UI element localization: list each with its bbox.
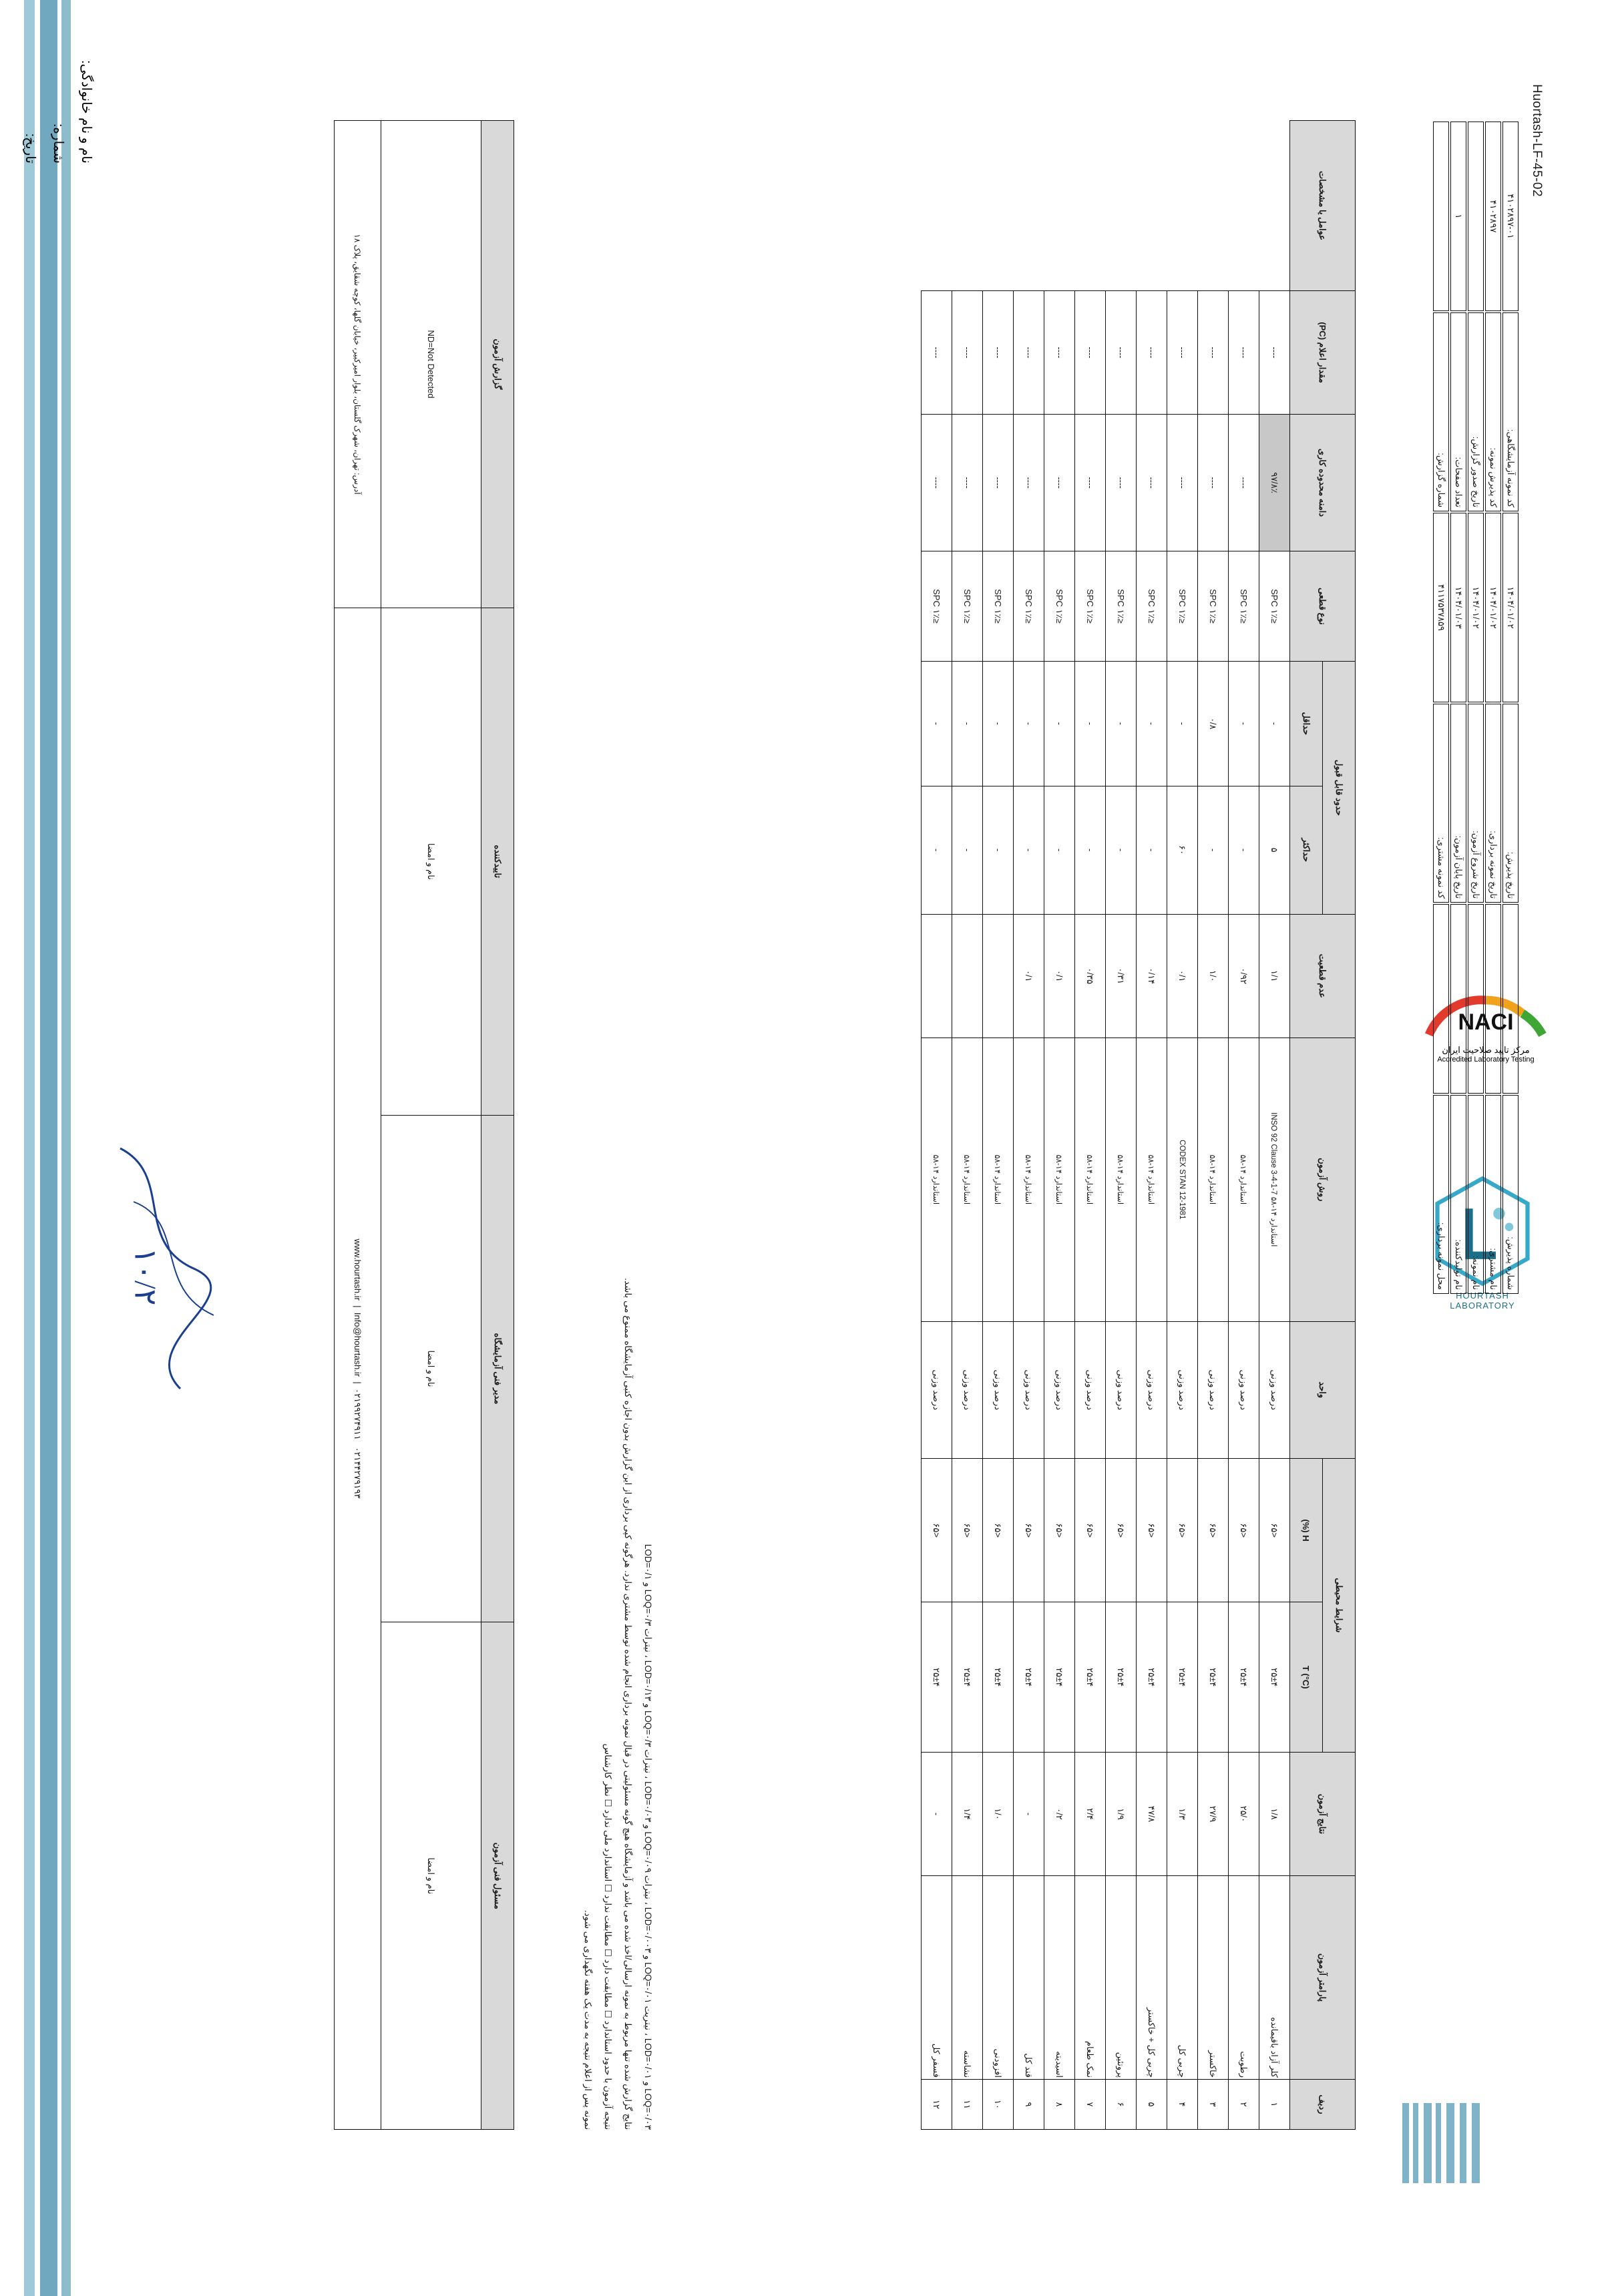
table-cell: استاندارد ۱۴-۵۸ [1198, 1038, 1229, 1321]
table-cell: - [1044, 786, 1075, 914]
admin-info-row [1468, 122, 1484, 1294]
table-cell: ۱/۴ [952, 1753, 983, 1876]
table-cell: ≤۱٪ SPC [922, 551, 952, 662]
table-cell: درصد وزنی [1198, 1321, 1229, 1458]
table-cell: ≤۱٪ SPC [1229, 551, 1259, 662]
table-cell: ۵ [1259, 786, 1290, 914]
table-cell: درصد وزنی [1229, 1321, 1259, 1458]
column-header: دامنه محدوده کاری [1290, 415, 1356, 551]
table-cell: استاندارد ۱۴-۵۸ INSO 92 Clause 3-4-1-7 [1259, 1038, 1290, 1321]
admin-info-row [1433, 122, 1449, 1294]
table-cell: ≤۱٪ SPC [1259, 551, 1290, 662]
info-label: تاریخ پذیرش: [1502, 704, 1519, 903]
lab-address: آدرس: تهران، شهرک گلستان، بلوار امیرکبیر، خیابان گلها، کوچه شقایق، پلاک ۱۸ [335, 121, 381, 608]
signature-scribble [93, 1122, 267, 1469]
sig-col-3-name: نام و امضا [381, 608, 481, 1115]
sig-col-1-name: نام و امضا [381, 1622, 481, 2130]
table-cell: - [952, 662, 983, 786]
table-cell: ۱/۳ [1167, 1753, 1198, 1876]
table-cell: درصد وزنی [1014, 1321, 1044, 1458]
info-label: شماره گزارش: [1433, 312, 1449, 511]
table-cell: استاندارد ۱۴-۵۸ [1106, 1038, 1137, 1321]
admin-info-row [1450, 122, 1466, 1294]
table-cell: ۲۵±۴ [1229, 1602, 1259, 1753]
table-cell: - [1137, 786, 1167, 914]
info-label: کد پذیرش نمونه: [1485, 312, 1501, 511]
form-code: Huortash-LF-45-02 [1530, 84, 1544, 198]
table-cell: - [1106, 786, 1137, 914]
table-cell: - [1014, 786, 1044, 914]
info-label: تاریخ صدور گزارش: [1468, 312, 1484, 511]
table-cell: ≤۱٪ SPC [1075, 551, 1106, 662]
table-cell: درصد وزنی [1137, 1321, 1167, 1458]
column-header: واحد [1290, 1321, 1356, 1458]
sub-column-header: T (°C) [1290, 1602, 1323, 1753]
info-value [1433, 122, 1449, 311]
table-cell: چربی کل + خاکستر [1137, 1876, 1167, 2080]
table-cell: چربی کل [1167, 1876, 1198, 2080]
table-cell: ---- [1229, 291, 1259, 415]
table-cell: پروتئین [1106, 1876, 1137, 2080]
table-cell: ۲۷/۹ [1198, 1753, 1229, 1876]
naci-sub: Accredited Laboratory Testing [1437, 1056, 1535, 1064]
nd-legend: ND=Not Detected [381, 121, 481, 608]
sub-column-header: H (%) [1290, 1458, 1323, 1602]
table-cell: ---- [1259, 291, 1290, 415]
table-cell: ۰/۱ [1014, 914, 1044, 1038]
info-value: ۴۱۰۲۸۹۷-۰۱ [1502, 122, 1519, 311]
table-cell: ---- [983, 415, 1014, 551]
info-value: ۱ [1450, 122, 1466, 311]
lab-phone1: ۰۲۱۹۹۲۷۴۹۱۱ [353, 1388, 363, 1440]
table-cell: ۲۵±۴ [983, 1602, 1014, 1753]
info-label: محل نمونه برداری: [1433, 1095, 1449, 1294]
table-row [922, 121, 952, 2130]
table-cell: ---- [1044, 415, 1075, 551]
table-cell: استاندارد ۱۴-۵۸ [1075, 1038, 1106, 1321]
footnotes-block [578, 120, 658, 2130]
table-cell: - [922, 1753, 952, 1876]
info-value: ۱۴۰۴/۰۱/۰۲ [1468, 513, 1484, 702]
table-cell: ---- [1044, 291, 1075, 415]
sample-note: نمونه پس از اعلام نتیجه به مدت یک هفته نگهداری می شود. [583, 1909, 593, 2130]
info-label: نام مشتری: [1485, 1095, 1501, 1294]
table-cell: ۴۷/۸ [1137, 1753, 1167, 1876]
table-cell: ---- [1137, 291, 1167, 415]
info-value [1468, 122, 1484, 311]
table-cell: <۶۵ [1259, 1458, 1290, 1602]
hourtash-logo-text: HOURTASH LABORATORY [1450, 1291, 1515, 1311]
table-cell: <۶۵ [952, 1458, 983, 1602]
table-cell: - [1229, 786, 1259, 914]
column-header: حدود قابل قبول [1323, 662, 1356, 915]
info-label: تاریخ نمونه برداری: [1485, 704, 1501, 903]
table-cell: ۰/۱۴ [1137, 914, 1167, 1038]
table-cell: فسفر کل [922, 1876, 952, 2080]
table-row [1044, 121, 1075, 2130]
info-label: تعداد صفحات: [1450, 312, 1466, 511]
info-value: ۴۱۱۷۵۳۷۸۵۹ [1433, 513, 1449, 702]
table-cell: <۶۵ [983, 1458, 1014, 1602]
naci-caption: مرکز تایید صلاحیت ایران [1442, 1045, 1530, 1055]
info-value: ۱۴۰۴/۰۱/۰۳ [1450, 513, 1466, 702]
info-label: نام نمونه: [1468, 1095, 1484, 1294]
table-cell: ---- [1075, 415, 1106, 551]
field-name: نام و نام خانوادگی: [79, 60, 93, 164]
table-cell: ---- [1167, 415, 1198, 551]
info-label: نام تولیدکننده: [1450, 1095, 1466, 1294]
table-cell: ۲۵±۴ [952, 1602, 983, 1753]
table-cell: استاندارد ۱۴-۵۸ [1014, 1038, 1044, 1321]
table-cell: استاندارد ۱۴-۵۸ [1137, 1038, 1167, 1321]
table-cell: ≤۱٪ SPC [983, 551, 1014, 662]
table-cell: استاندارد ۱۴-۵۸ [983, 1038, 1014, 1321]
table-row [1137, 121, 1167, 2130]
table-cell: <۶۵ [1229, 1458, 1259, 1602]
column-header: روش آزمون [1290, 1038, 1356, 1321]
table-cell: - [1137, 662, 1167, 786]
admin-info-row [1485, 122, 1501, 1294]
table-cell: ۰/۹۲ [1229, 914, 1259, 1038]
signature-table [334, 120, 514, 2130]
table-cell: - [1167, 662, 1198, 786]
info-value [1468, 904, 1484, 1094]
sig-col-2-name: نام و امضا [381, 1115, 481, 1622]
admin-info-row [1502, 122, 1519, 1294]
table-cell: <۶۵ [922, 1458, 952, 1602]
table-cell: ۹۷/۸٪ [1259, 415, 1290, 551]
table-cell: ۱/۸ [1259, 1753, 1290, 1876]
table-cell [983, 914, 1014, 1038]
table-cell: - [1075, 786, 1106, 914]
lab-phone2: ۰۲۱۴۴۲۷۹۱۹۳ [353, 1447, 363, 1499]
table-row [1167, 121, 1198, 2130]
table-cell: ---- [1075, 291, 1106, 415]
column-header: مقدار اعلام (PC) [1290, 291, 1356, 415]
table-cell: - [952, 786, 983, 914]
checkbox-line: نتیجه آزمون با حدود استاندارد ☐ مطابقت دارد ☐ مطابقت ندارد ☐ استاندارد ملی ندارد ☐ نظر کارشناس [603, 1743, 613, 2130]
info-value [1502, 904, 1519, 1094]
info-label: تاریخ شروع آزمون: [1468, 704, 1484, 903]
table-cell: - [1014, 662, 1044, 786]
column-header: عوامل یا مشخصات [1290, 121, 1356, 291]
table-cell: ۲۵±۴ [1075, 1602, 1106, 1753]
table-cell: ۲۵±۴ [1014, 1602, 1044, 1753]
test-parameters-table [921, 120, 1356, 2130]
table-cell: ۱/۱ [1259, 914, 1290, 1038]
long-note: نتایج گزارش شده تنها مربوط به نمونه ارسالی/اخذ شده می باشد و آزمایشگاه هیچ گونه مسئولیتی در قبال نمونه برداری انجام شده توسط مشتری ندارد. هرگونه کپی برداری از این گزارش بدون اجازه کتبی آزمایشگاه ممنوع می باشد. [623, 1278, 633, 2130]
table-cell: ۲۵±۴ [1259, 1602, 1290, 1753]
table-cell: <۶۵ [1137, 1458, 1167, 1602]
table-cell: - [1014, 1753, 1044, 1876]
table-cell [952, 914, 983, 1038]
sub-column-header: حداکثر [1290, 786, 1323, 914]
table-cell: درصد وزنی [1075, 1321, 1106, 1458]
table-cell: <۶۵ [1014, 1458, 1044, 1602]
lab-contact: www.hourtash.ir | Info@hourtash.ir | ۰۲۱۹۹۲۷۴۹۱۱ ۰۲۱۴۴۲۷۹۱۹۳ [335, 608, 381, 2129]
top-fields [16, 60, 100, 164]
table-cell: ۰/۲ [1044, 1753, 1075, 1876]
field-date: تاریخ: [23, 133, 37, 164]
table-cell: ۰/۳۵ [1075, 914, 1106, 1038]
table-cell: ۰/۱ [1044, 914, 1075, 1038]
table-cell: ≤۱٪ SPC [1167, 551, 1198, 662]
table-cell: ---- [952, 415, 983, 551]
table-cell: ۰/۸ [1198, 662, 1229, 786]
table-row [983, 121, 1014, 2130]
table-cell: ---- [922, 415, 952, 551]
table-cell: ---- [983, 291, 1014, 415]
svg-text:NACI: NACI [1458, 1009, 1514, 1035]
table-cell: ۰/۱ [1167, 914, 1198, 1038]
table-cell: ۳ [1198, 2080, 1229, 2130]
table-cell: ۱ [1259, 2080, 1290, 2130]
table-cell: ۲۵±۴ [922, 1602, 952, 1753]
loq-line: LOQ=۰/۰۳ و LOD=۰/۰۱ ، نیتریت LOQ=۰/۰۱ و LOD=۰/۰۰۳ ، نیترات LOQ=۰/۰۹ و LOD=۰/۰۳ ، نیترات LOQ=۰/۳ و LOD=۰/۱۳ ، نیترات LOQ=۰/۳ و LOD=۰/۱ [643, 1544, 653, 2130]
table-cell: ۶۰ [1167, 786, 1198, 914]
table-cell: ---- [1014, 415, 1044, 551]
table-cell: رطوبت [1229, 1876, 1259, 2080]
table-cell: ≤۱٪ SPC [1106, 551, 1137, 662]
table-cell: - [1044, 662, 1075, 786]
table-row [1075, 121, 1106, 2130]
table-cell: ۲۵±۴ [1106, 1602, 1137, 1753]
table-cell: ≤۱٪ SPC [952, 551, 983, 662]
table-cell: خاکستر [1198, 1876, 1229, 2080]
sig-col-2-title: مدیر فنی آزمایشگاه [481, 1115, 514, 1622]
table-cell: ---- [1014, 291, 1044, 415]
table-cell: ۱۲ [922, 2080, 952, 2130]
table-cell: ۱/۰ [983, 1753, 1014, 1876]
table-cell: ۹ [1014, 2080, 1044, 2130]
column-header: پارامتر آزمون [1290, 1876, 1356, 2080]
info-value [1450, 904, 1466, 1094]
table-cell: درصد وزنی [922, 1321, 952, 1458]
table-cell: <۶۵ [1167, 1458, 1198, 1602]
table-cell: درصد وزنی [983, 1321, 1014, 1458]
column-header: عدم قطعیت [1290, 914, 1356, 1038]
table-cell: ۶ [1106, 2080, 1137, 2130]
table-cell: درصد وزنی [1106, 1321, 1137, 1458]
table-cell: استاندارد ۱۴-۵۸ [1044, 1038, 1075, 1321]
table-cell: افزودنی [983, 1876, 1014, 2080]
table-cell: ۱/۰ [1198, 914, 1229, 1038]
table-cell: درصد وزنی [952, 1321, 983, 1458]
table-cell: نمک طعام [1075, 1876, 1106, 2080]
column-header: شرایط محیطی [1323, 1458, 1356, 1752]
info-label: تاریخ پایان آزمون: [1450, 704, 1466, 903]
table-cell: درصد وزنی [1259, 1321, 1290, 1458]
lab-email: Info@hourtash.ir [353, 1312, 363, 1377]
table-cell: <۶۵ [1075, 1458, 1106, 1602]
table-cell: ---- [1198, 415, 1229, 551]
table-cell: ---- [1106, 415, 1137, 551]
table-cell: استاندارد ۱۴-۵۸ [922, 1038, 952, 1321]
table-row [1106, 121, 1137, 2130]
table-cell: ۲۵/۰ [1229, 1753, 1259, 1876]
table-cell: نشاسته [952, 1876, 983, 2080]
table-cell: ---- [952, 291, 983, 415]
table-cell: ---- [1106, 291, 1137, 415]
info-label: کد نمونه آزمایشگاهی: [1502, 312, 1519, 511]
info-label: کد نمونه مشتری: [1433, 704, 1449, 903]
table-row [1198, 121, 1229, 2130]
table-cell: ۸ [1044, 2080, 1075, 2130]
sub-column-header: حداقل [1290, 662, 1323, 786]
table-cell: - [1198, 786, 1229, 914]
info-value [1485, 904, 1501, 1094]
table-cell: - [1229, 662, 1259, 786]
table-cell: ≤۱٪ SPC [1044, 551, 1075, 662]
table-cell [922, 914, 952, 1038]
table-cell: <۶۵ [1044, 1458, 1075, 1602]
table-cell: ۲/۴ [1075, 1753, 1106, 1876]
table-cell: ---- [922, 291, 952, 415]
table-cell: درصد وزنی [1044, 1321, 1075, 1458]
sig-col-3-title: تاییدکننده [481, 608, 514, 1115]
sig-col-4-title: گزارش آزمون [481, 121, 514, 608]
table-cell: ۲۵±۴ [1198, 1602, 1229, 1753]
table-cell: - [1259, 662, 1290, 786]
admin-info-table [1432, 120, 1520, 1295]
table-cell: ۴ [1167, 2080, 1198, 2130]
table-cell: استاندارد ۱۴-۵۸ [1229, 1038, 1259, 1321]
table-cell: - [1075, 662, 1106, 786]
info-value [1433, 904, 1449, 1094]
table-cell: ۷ [1075, 2080, 1106, 2130]
table-cell: - [983, 786, 1014, 914]
table-row [1229, 121, 1259, 2130]
table-cell: ---- [1167, 291, 1198, 415]
table-cell: استاندارد ۱۴-۵۸ [952, 1038, 983, 1321]
scan-edge-bar-main [40, 0, 57, 2296]
report-sheet [107, 80, 1556, 2203]
table-cell: ۲۵±۴ [1167, 1602, 1198, 1753]
table-row [1259, 121, 1290, 2130]
table-cell: ۲ [1229, 2080, 1259, 2130]
table-row [1014, 121, 1044, 2130]
table-cell: ≤۱٪ SPC [1137, 551, 1167, 662]
table-cell: - [1106, 662, 1137, 786]
table-cell: قند کل [1014, 1876, 1044, 2080]
table-cell: ۵ [1137, 2080, 1167, 2130]
table-header-row [1323, 121, 1356, 2130]
column-header: نتایج آزمون [1290, 1753, 1356, 1876]
scan-edge-bar-left [24, 0, 35, 2296]
info-label: شماره پذیرش: [1502, 1095, 1519, 1294]
sig-col-1-title: مسئول فنی آزمون [481, 1622, 514, 2130]
table-cell: ۲۵±۴ [1137, 1602, 1167, 1753]
info-value: ۱۴۰۴/۰۱/۰۲ [1485, 513, 1501, 702]
table-cell: ۱/۹ [1106, 1753, 1137, 1876]
table-cell: کلر آزاد باقیمانده [1259, 1876, 1290, 2080]
handwritten-mark: ۱۰/۲ [128, 1247, 163, 1306]
table-cell: ۱۰ [983, 2080, 1014, 2130]
table-cell: ---- [1198, 291, 1229, 415]
table-cell: ۲۵±۴ [1044, 1602, 1075, 1753]
info-value: ۴۱۰۲۸۹۷ [1485, 122, 1501, 311]
table-cell: ۱۱ [952, 2080, 983, 2130]
table-cell: - [922, 662, 952, 786]
table-cell: <۶۵ [1198, 1458, 1229, 1602]
column-header: ردیف [1290, 2080, 1356, 2130]
table-cell: ۰/۳۱ [1106, 914, 1137, 1038]
scan-edge-bar-inner [61, 0, 71, 2296]
table-cell: ---- [1229, 415, 1259, 551]
column-header: نوع قطعی [1290, 551, 1356, 662]
table-cell: اسیدیته [1044, 1876, 1075, 2080]
table-cell: ---- [1137, 415, 1167, 551]
table-cell: ≤۱٪ SPC [1198, 551, 1229, 662]
lab-site: www.hourtash.ir [353, 1238, 363, 1301]
info-value: ۱۴۰۴/۰۱/۰۲ [1502, 513, 1519, 702]
field-number: شماره: [51, 123, 65, 164]
table-cell: - [922, 786, 952, 914]
table-cell: <۶۵ [1106, 1458, 1137, 1602]
table-cell: درصد وزنی [1167, 1321, 1198, 1458]
table-row [952, 121, 983, 2130]
table-cell: CODEX STAN 12-1981 [1167, 1038, 1198, 1321]
table-cell: ≤۱٪ SPC [1014, 551, 1044, 662]
table-cell: - [983, 662, 1014, 786]
